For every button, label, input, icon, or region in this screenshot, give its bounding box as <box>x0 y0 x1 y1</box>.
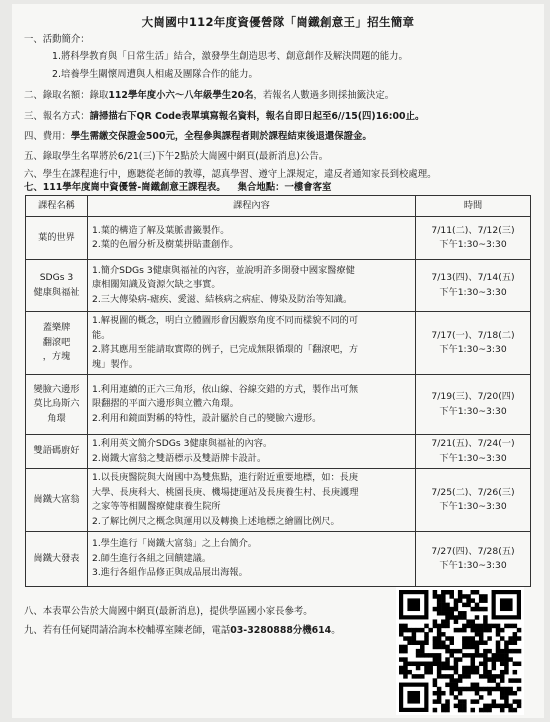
course-name-line: SDGs 3 <box>39 272 74 283</box>
section-2 <box>24 89 394 102</box>
course-name-line: 莫比烏斯六 <box>33 398 80 410</box>
header-course-name: 課程名稱 <box>26 196 88 217</box>
course-name-cell <box>26 217 88 260</box>
course-content-cell <box>88 217 416 260</box>
section-2-prefix: 二、錄取名額：錄取 <box>24 90 109 101</box>
course-content-line: 1.解視圖的概念，明白立體圖形會因觀察角度不同而樣貌不同的可 <box>92 315 359 326</box>
course-content-line: 康相關知識及資源欠缺之事實。 <box>92 279 221 291</box>
course-time-cell <box>416 532 531 587</box>
course-content-cell <box>88 435 416 469</box>
course-date: 7/25(二)、7/26(三) <box>431 486 515 498</box>
table-row <box>26 469 531 532</box>
course-name-line: 角環 <box>47 412 66 424</box>
section-1-item-2: 2.培養學生關懷周遭與人相處及團隊合作的能力。 <box>52 69 258 80</box>
contact-phone: 03-3280888分機614 <box>230 625 332 636</box>
course-content-line: 1.利用連續的正六三角形，依山線、谷線交錯的方式，製作出可無 <box>92 383 359 395</box>
course-content-line: 2.師生進行各組之回饋建議。 <box>92 552 212 564</box>
flyer-page <box>12 4 544 718</box>
section-5: 五、錄取學生名單將於6/21(三)下午2點於大崗國中網頁(最新消息)公告。 <box>24 151 329 162</box>
course-name-line: 雙語碼廚好 <box>33 445 80 457</box>
course-content-cell <box>88 375 416 435</box>
course-content-cell <box>88 532 416 587</box>
course-date: 7/21(五)、7/24(一) <box>431 438 515 449</box>
section-4-fee: 學生需繳交保證金500元，全程參與課程者則於課程結束後退還保證金。 <box>70 131 372 142</box>
course-name-line: 蓋樂牌 <box>42 322 71 334</box>
section-9-suffix: 。 <box>331 625 341 636</box>
course-content-line: 2.了解比例尺之概念與運用以及轉換上述地標之繪圖比例尺。 <box>92 515 340 527</box>
course-content-line: 1.利用英文簡介SDGs 3健康與福祉的內容。 <box>92 438 273 449</box>
course-hours: 下午1:30~3:30 <box>439 286 507 298</box>
section-7-heading: 七、111學年度崗中資優營-崗鐵創意王課程表。 <box>24 182 226 193</box>
course-content-cell <box>88 260 416 312</box>
registration-qr-code[interactable] <box>396 587 524 715</box>
course-time-cell <box>416 260 531 312</box>
course-content-cell <box>88 469 416 532</box>
course-name-line: 崗鐵大發表 <box>33 552 80 564</box>
course-content-line: 1.學生進行「崗鐵大富翁」之上台簡介。 <box>92 538 257 550</box>
course-date: 7/17(一)、7/18(二) <box>431 329 515 341</box>
section-3-registration: 請掃描右下QR Code表單填寫報名資料，報名自即日起至6//15(四)16:00止。 <box>89 111 425 122</box>
course-date: 7/27(四)、7/28(五) <box>431 545 515 557</box>
section-6: 六、學生在課程進行中，應聽從老師的教導，認真學習、遵守上課規定，違反者通知家長到校處理。 <box>24 169 437 180</box>
course-content-line: 之家等等相關醫療健康養生院所 <box>92 501 221 512</box>
course-content-line: 2.將其應用至能請取實際的例子，已完成無限循環的「翻滾吧，方 <box>92 344 359 355</box>
course-name-cell <box>26 532 88 587</box>
course-hours: 下午1:30~3:30 <box>439 560 507 571</box>
section-4-prefix: 四、費用： <box>24 131 71 142</box>
course-content-line: 能。 <box>92 329 111 341</box>
table-row <box>26 375 531 435</box>
section-7 <box>24 181 331 194</box>
document-title: 大崗國中112年度資優營隊「崗鐵創意王」招生簡章 <box>141 15 415 29</box>
course-name-cell <box>26 435 88 469</box>
course-content-line: 2.三大傳染病-瘧疾、愛滋、結核病之病症、傳染及防治等知識。 <box>92 293 353 305</box>
course-name-cell <box>26 375 88 435</box>
course-content-line: 限翻摺的平面六邊形與立體六角環。 <box>92 398 239 410</box>
course-name-line: 翻滾吧 <box>42 336 71 348</box>
course-time-cell <box>416 217 531 260</box>
course-hours: 下午1:30~3:30 <box>439 452 507 464</box>
course-content-line: 1.以長庚醫院與大崗國中為雙焦點，進行附近重要地標，如：長庚 <box>92 472 359 483</box>
section-2-suffix: ，若報名人數過多則採抽籤決定。 <box>253 90 395 101</box>
course-content-cell <box>88 312 416 375</box>
table-row <box>26 312 531 375</box>
course-content-line: 2.利用和鏡面對稱的特性，設計屬於自己的變臉六邊形。 <box>92 412 322 424</box>
course-name-line: 變臉六邊形 <box>33 383 80 395</box>
course-name-cell <box>26 469 88 532</box>
course-content-line: 2.葉的色層分析及樹葉拼貼畫創作。 <box>92 239 239 250</box>
course-date: 7/19(三)、7/20(四) <box>431 391 515 402</box>
section-1-heading: 一、活動簡介： <box>24 34 90 45</box>
course-hours: 下午1:30~3:30 <box>439 501 507 512</box>
table-row <box>26 260 531 312</box>
course-content-line: 2.崗鐵大富翁之雙語標示及雙語牌卡設計。 <box>92 452 267 464</box>
course-name-line: ，方塊 <box>42 351 71 363</box>
course-date: 7/13(四)、7/14(五) <box>431 272 515 283</box>
course-name-line: 葉的世界 <box>38 231 75 243</box>
course-name-line: 健康與福祉 <box>33 286 80 298</box>
table-row <box>26 217 531 260</box>
course-schedule-table <box>25 195 531 587</box>
meeting-location: 集合地點：一樓會客室 <box>237 182 332 193</box>
section-9-prefix: 九、若有任何疑問請洽詢本校輔導室陳老師，電話 <box>24 625 231 636</box>
course-time-cell <box>416 312 531 375</box>
header-course-content: 課程內容 <box>88 196 416 217</box>
course-hours: 下午1:30~3:30 <box>439 344 507 355</box>
course-content-line: 塊」製作。 <box>92 358 138 370</box>
table-row <box>26 532 531 587</box>
course-time-cell <box>416 469 531 532</box>
section-1-item-1: 1.將科學教育與「日常生活」結合，激發學生創造思考、創意創作及解決問題的能力。 <box>52 51 408 62</box>
course-date: 7/11(二)、7/12(三) <box>431 224 515 236</box>
section-4 <box>24 130 372 143</box>
course-time-cell <box>416 375 531 435</box>
section-9 <box>24 624 341 637</box>
course-name-cell <box>26 260 88 312</box>
table-header-row <box>26 196 531 217</box>
section-2-quota: 112學年度小六～八年級學生20名 <box>108 90 254 101</box>
header-time: 時間 <box>416 196 531 217</box>
table-row <box>26 435 531 469</box>
section-3-prefix: 三、報名方式： <box>24 111 90 122</box>
course-name-line: 崗鐵大富翁 <box>33 493 80 505</box>
course-content-line: 1.簡介SDGs 3健康與福祉的內容，並說明許多開發中國家醫療健 <box>92 264 355 276</box>
section-3 <box>24 110 424 123</box>
course-name-cell <box>26 312 88 375</box>
course-hours: 下午1:30~3:30 <box>439 405 507 417</box>
course-content-line: 1.葉的構造了解及葉脈書籤製作。 <box>92 224 230 236</box>
course-content-line: 3.進行各組作品修正與成品展出海報。 <box>92 567 248 579</box>
course-content-line: 大學、長庚科大、桃園長庚、機場捷運站及長庚養生村、長庚護理 <box>92 486 359 498</box>
course-hours: 下午1:30~3:30 <box>439 239 507 250</box>
section-8: 八、本表單公告於大崗國中網頁(最新消息)，提供學區國小家長參考。 <box>24 606 313 617</box>
course-time-cell <box>416 435 531 469</box>
